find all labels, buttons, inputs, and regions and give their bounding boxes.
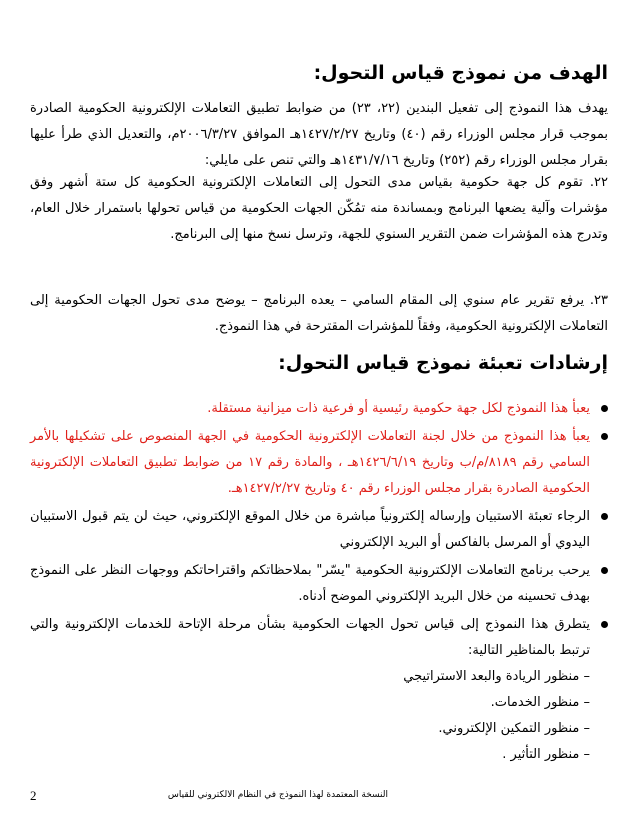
perspective-item: – منظور الريادة والبعد الاستراتيجي (403, 669, 590, 684)
guideline-text: يرحب برنامج التعاملات الإلكترونية الحكومية "يسّر" بملاحظاتكم واقتراحاتكم ووجهات النظر على النموذج بهدف تحسينه من خلال البريد الإلكتروني الموضح أدناه. (30, 563, 590, 604)
goal-heading: الهدف من نموذج قياس التحول: (313, 62, 608, 84)
page-number: 2 (30, 788, 37, 803)
bullet-icon (601, 513, 608, 520)
perspectives-list (30, 664, 590, 768)
perspective-item: – منظور التمكين الإلكتروني. (438, 721, 590, 736)
guideline-text: الرجاء تعبئة الاستبيان وإرساله إلكترونياً مباشرة من خلال الموقع الإلكتروني، حيث لن يتم قبول الاستبيان اليدوي أو المرسل بالفاكس أو البريد الإلكتروني (30, 509, 590, 550)
guidelines-list (30, 396, 608, 770)
guideline-item (30, 424, 608, 502)
guideline-text: يعبأ هذا النموذج من خلال لجنة التعاملات الإلكترونية الحكومية في الجهة المنصوص على تشكيلها بالأمر السامي رقم ٨١٨٩/م/ب وتاريخ ١٤٢٦/٦/١٩هـ ، والمادة رقم ١٧ من ضوابط تطبيق التعاملات الإلكترونية الحكومية الصادرة بقرار مجلس الوزراء رقم ٤٠ وتاريخ ١٤٢٧/٢/٢٧هـ. (30, 429, 590, 496)
guideline-item (30, 504, 608, 556)
page-footer (30, 788, 608, 804)
guideline-item (30, 612, 608, 768)
clause-22: ٢٢. تقوم كل جهة حكومية بقياس مدى التحول إلى التعاملات الإلكترونية الحكومية كل ستة أشهر وفق مؤشرات وآلية يضعها البرنامج وبمساندة منه تمُكّن الجهات الحكومية من قياس تحولها باستمرار خلال العام، وتدرج هذه المؤشرات ضمن التقرير السنوي للجهة، وترسل نسخ منها إلى البرنامج. (30, 175, 608, 242)
perspective-item: – منظور الخدمات. (490, 695, 590, 710)
clause-23: ٢٣. يرفع تقرير عام سنوي إلى المقام السامي – يعده البرنامج – يوضح مدى تحول الجهات الحكومية إلى التعاملات الإلكترونية الحكومية، وفقاً للمؤشرات المقترحة في هذا النموذج. (30, 293, 608, 334)
bullet-icon (601, 567, 608, 574)
intro-paragraph: يهدف هذا النموذج إلى تفعيل البندين (٢٢، ٢٣) من ضوابط تطبيق التعاملات الإلكترونية الحكومية الصادرة بموجب قرار مجلس الوزراء رقم (٤٠) وتاريخ ١٤٢٧/٢/٢٧هـ الموافق ٢٠٠٦/٣/٢٧م، والتعديل الذي طرأ عليها بقرار مجلس الوزراء رقم (٢٥٢) وتاريخ ١٤٣١/٧/١٦هـ والتي تنص على مايلي: (30, 101, 609, 168)
guideline-text: يعبأ هذا النموذج لكل جهة حكومية رئيسية أو فرعية ذات ميزانية مستقلة. (207, 401, 590, 416)
bullet-icon (601, 433, 608, 440)
guidelines-heading: إرشادات تعبئة نموذج قياس التحول: (278, 352, 608, 374)
bullet-icon (601, 621, 608, 628)
guideline-text: يتطرق هذا النموذج إلى قياس تحول الجهات الحكومية بشأن مرحلة الإتاحة للخدمات الإلكترونية والتي ترتبط بالمناظير التالية: (30, 617, 590, 658)
bullet-icon (601, 405, 608, 412)
perspective-item: – منظور التأثير . (502, 747, 590, 762)
footer-text: النسخة المعتمدة لهذا النموذج في النظام الالكتروني للقياس (167, 790, 388, 800)
guideline-item (30, 396, 608, 422)
guideline-item (30, 558, 608, 610)
document-page (30, 0, 608, 826)
